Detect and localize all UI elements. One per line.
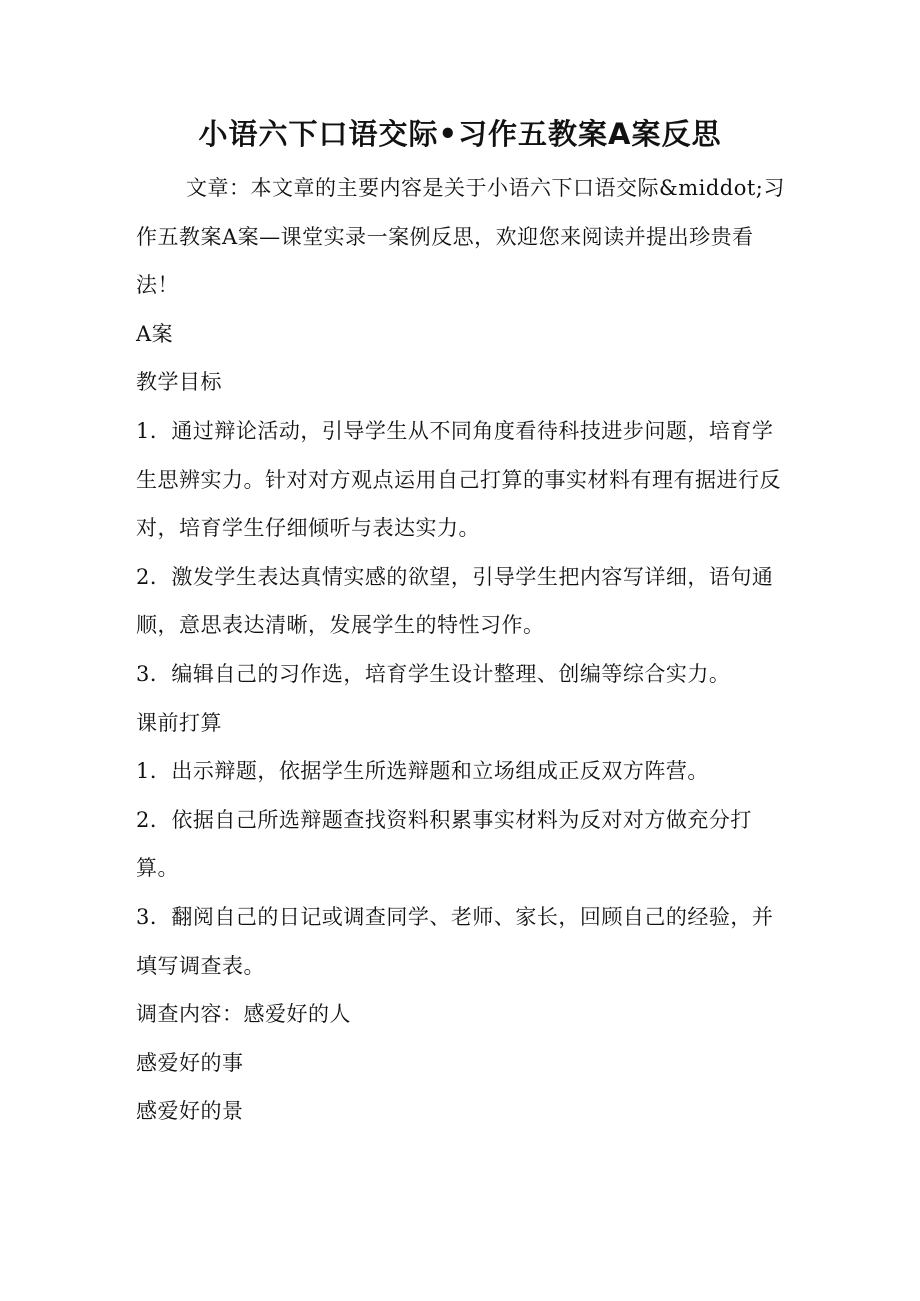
intro-paragraph: 文章：本文章的主要内容是关于小语六下口语交际&middot;习作五教案A案—课堂实录一案例反思，欢迎您来阅读并提出珍贵看法！ [136, 176, 785, 298]
prep-heading: 课前打算 [136, 710, 222, 735]
prep-item-2: 2．依据自己所选辩题查找资料积累事实材料为反对对方做充分打算。 [136, 807, 752, 881]
document-title: 小语六下口语交际•习作五教案A案反思 [198, 117, 722, 151]
prep-item-1: 1．出示辩题，依据学生所选辩题和立场组成正反双方阵营。 [136, 759, 709, 784]
goal-item-1: 1．通过辩论活动，引导学生从不同角度看待科技进步问题，培育学生思辨实力。针对对方观点运用自己打算的事实材料有理有据进行反对，培育学生仔细倾听与表达实力。 [136, 418, 781, 541]
prep-item-3: 3．翻阅自己的日记或调查同学、老师、家长，回顾自己的经验，并填写调查表。 [136, 904, 774, 978]
goal-item-2: 2．激发学生表达真情实感的欲望，引导学生把内容写详细，语句通顺，意思表达清晰，发展学生的特性习作。 [136, 564, 774, 638]
survey-line-3: 感爱好的景 [136, 1099, 244, 1124]
goal-item-3: 3．编辑自己的习作选，培育学生设计整理、创编等综合实力。 [136, 661, 731, 686]
section-a-label: A案 [136, 321, 174, 346]
goals-heading: 教学目标 [136, 370, 222, 395]
document-body [136, 164, 786, 1136]
survey-line-1: 调查内容：感爱好的人 [136, 1002, 351, 1027]
survey-line-2: 感爱好的事 [136, 1050, 244, 1075]
